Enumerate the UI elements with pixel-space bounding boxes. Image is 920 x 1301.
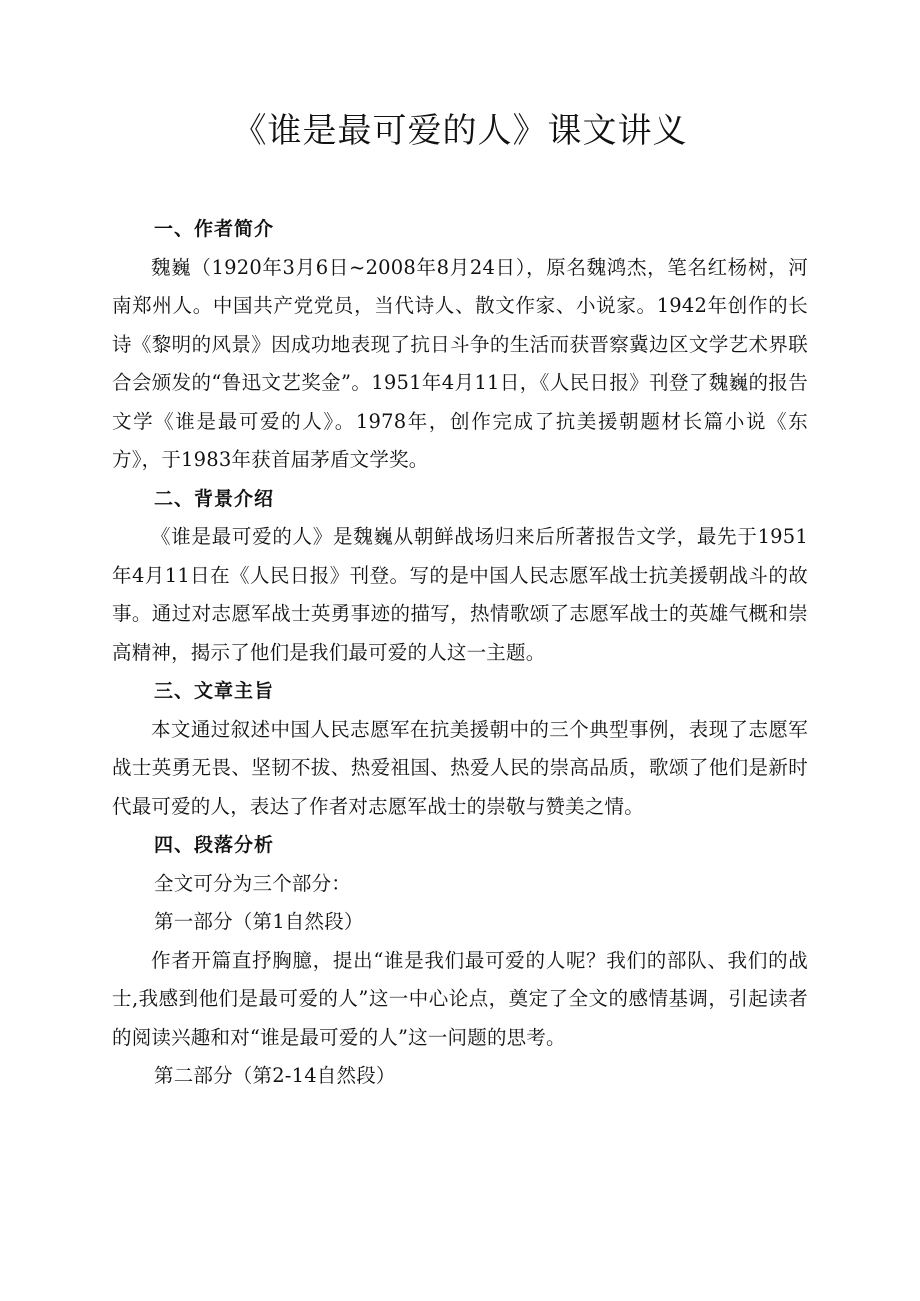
- document-body: [112, 210, 808, 1096]
- part-two-label: 第二部分（第2-14自然段）: [154, 1064, 396, 1087]
- part-one-label: 第一部分（第1自然段）: [154, 910, 364, 933]
- section-paragraph-theme: 本文通过叙述中国人民志愿军在抗美援朝中的三个典型事例，表现了志愿军战士英勇无畏、坚韧不拔、热爱祖国、热爱人民的崇高品质，歌颂了他们是新时代最可爱的人，表达了作者对志愿军战士的崇敬与赞美之情。: [112, 717, 808, 818]
- analysis-intro: 全文可分为三个部分：: [154, 871, 352, 895]
- section-heading-theme: 三、文章主旨: [154, 680, 275, 702]
- document-title: 《谁是最可爱的人》课文讲义: [232, 111, 688, 151]
- section-heading-background: 二、背景介绍: [154, 487, 275, 510]
- section-heading-analysis: 四、段落分析: [154, 834, 275, 856]
- section-paragraph-background: 《谁是最可爱的人》是魏巍从朝鲜战场归来后所著报告文学，最先于1951年4月11日在《人民日报》刊登。写的是中国人民志愿军战士抗美援朝战斗的故事。通过对志愿军战士英勇事迹的描写，热情歌颂了志愿军战士的英雄气概和崇高精神，揭示了他们是我们最可爱的人这一主题。: [112, 525, 808, 664]
- section-heading-author: 一、作者简介: [154, 218, 275, 240]
- part-one-text: 作者开篇直抒胸臆，提出“谁是我们最可爱的人呢？我们的部队、我们的战士,我感到他们是最可爱的人”这一中心论点，奠定了全文的感情基调，引起读者的阅读兴趣和对“谁是最可爱的人”这一问题的思考。: [112, 948, 808, 1049]
- section-paragraph-author: 魏巍（1920年3月6日~2008年8月24日），原名魏鸿杰，笔名红杨树，河南郑州人。中国共产党党员，当代诗人、散文作家、小说家。1942年创作的长诗《黎明的风景》因成功地表现了抗日斗争的生活而获晋察冀边区文学艺术界联合会颁发的“鲁迅文艺奖金”。1951年4月11日，《人民日报》刊登了魏巍的报告文学《谁是最可爱的人》。1978年，创作完成了抗美援朝题材长篇小说《东方》，于1983年获首届茅盾文学奖。: [112, 255, 808, 471]
